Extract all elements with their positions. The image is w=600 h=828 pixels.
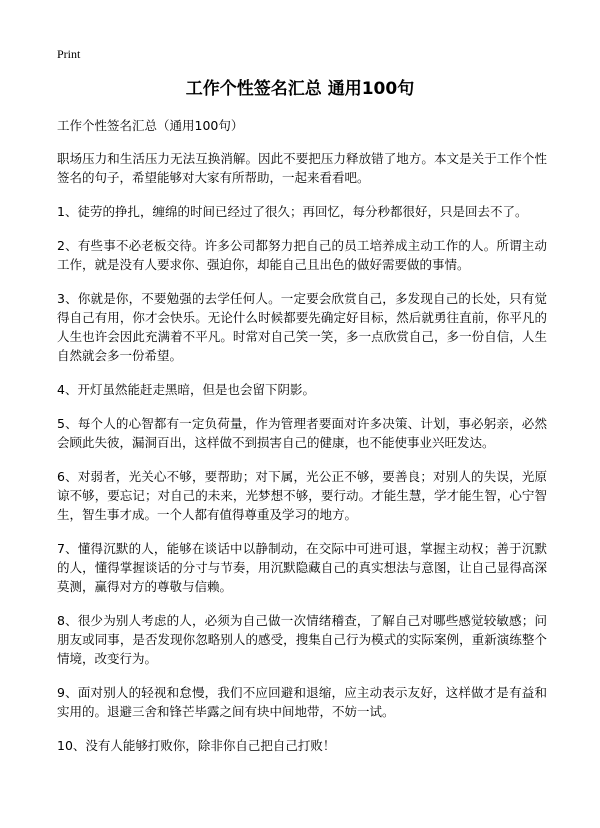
list-item: 3、你就是你，不要勉强的去学任何人。一定要会欣赏自己，多发现自己的长处，只有觉得自己有用，你才会快乐。无论什么时候都要先确定好目标，然后就勇往直前，你平凡的人生也许会因此充满着不平凡。时常对自己笑一笑，多一点欣赏自己，多一份自信，人生自然就会多一份希望。 [57, 291, 547, 363]
list-item: 5、每个人的心智都有一定负荷量，作为管理者要面对许多决策、计划，事必躬亲，必然会顾此失彼，漏洞百出，这样做不到损害自己的健康，也不能使事业兴旺发达。 [57, 416, 547, 450]
list-item: 9、面对别人的轻视和怠慢，我们不应回避和退缩，应主动表示友好，这样做才是有益和实用的。退避三舍和锋芒毕露之间有块中间地带，不妨一试。 [57, 685, 547, 719]
document-title: 工作个性签名汇总 通用100句 [185, 79, 415, 99]
intro-paragraph: 职场压力和生活压力无法互换消解。因此不要把压力释放错了地方。本文是关于工作个性签名的句子，希望能够对大家有所帮助，一起来看看吧。 [57, 151, 547, 185]
document-subtitle: 工作个性签名汇总（通用100句） [57, 118, 244, 133]
print-link[interactable]: Print [57, 47, 81, 61]
list-item: 10、没有人能够打败你，除非你自己把自己打败！ [57, 738, 336, 753]
list-item: 7、懂得沉默的人，能够在谈话中以静制动，在交际中可进可退，掌握主动权；善于沉默的人，懂得掌握谈话的分寸与节奏，用沉默隐藏自己的真实想法与意图，让自己显得高深莫测，赢得对方的尊敬与信赖。 [57, 541, 547, 594]
document-body [57, 116, 547, 770]
list-item: 6、对弱者，光关心不够，要帮助；对下属，光公正不够，要善良；对别人的失误，光原谅不够，要忘记；对自己的未来，光梦想不够，要行动。才能生慧，学才能生智，心宁智生，智生事才成。一个人都有值得尊重及学习的地方。 [57, 469, 547, 522]
list-item: 2、有些事不必老板交待。许多公司都努力把自己的员工培养成主动工作的人。所谓主动工作，就是没有人要求你、强迫你，却能自己且出色的做好需要做的事情。 [57, 238, 547, 272]
list-item: 4、开灯虽然能赶走黑暗，但是也会留下阴影。 [57, 382, 315, 397]
list-item: 8、很少为别人考虑的人，必须为自己做一次情绪稽查，了解自己对哪些感觉较敏感；问朋友或同事，是否发现你忽略别人的感受，搜集自己行为模式的实际案例，重新演练整个情境，改变行为。 [57, 613, 547, 666]
list-item: 1、徒劳的挣扎，缠绵的时间已经过了很久；再回忆，每分秒都很好，只是回去不了。 [57, 204, 528, 219]
